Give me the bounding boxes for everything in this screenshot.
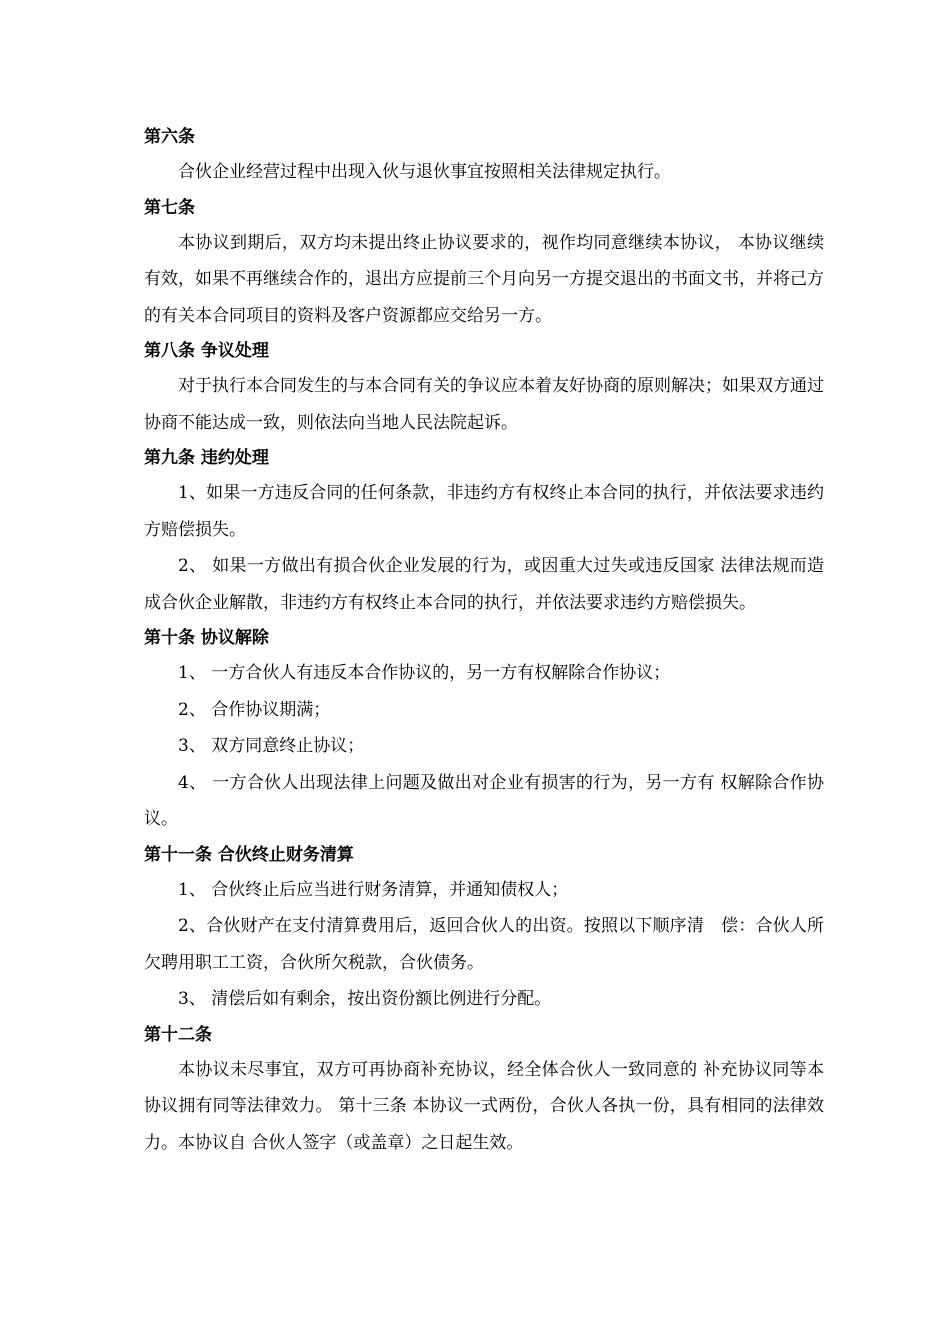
section-heading: 第十二条 bbox=[144, 1024, 212, 1045]
section-12 bbox=[144, 1018, 824, 1162]
section-heading: 第十条 协议解除 bbox=[144, 628, 269, 648]
section-paragraph: 1、 一方合伙人有违反本合作协议的，另一方有权解除合作协议； bbox=[178, 663, 671, 683]
section-paragraph: 2、 合作协议期满； bbox=[178, 699, 331, 720]
section-heading: 第七条 bbox=[144, 197, 195, 218]
section-7 bbox=[144, 191, 824, 335]
section-paragraph: 合伙企业经营过程中出现入伙与退伙事宜按照相关法律规定执行。 bbox=[178, 162, 671, 182]
section-paragraph: 3、 双方同意终止协议； bbox=[178, 736, 365, 756]
section-heading: 第十一条 合伙终止财务清算 bbox=[144, 844, 354, 865]
section-8 bbox=[144, 334, 824, 441]
section-paragraph: 本协议未尽事宜，双方可再协商补充协议，经全体合伙人一致同意的 补充协议同等本协议拥有同等法律效力。 第十三条 本协议一式两份，合伙人各执一份，具有相同的法律效力。本协议自 合伙人签字（或盖章）之日起生效。 bbox=[144, 1059, 824, 1153]
section-9 bbox=[144, 441, 824, 621]
section-heading: 第九条 违约处理 bbox=[144, 448, 269, 468]
section-paragraph: 4、 一方合伙人出现法律上问题及做出对企业有损害的行为，另一方有 权解除合作协议。 bbox=[144, 772, 824, 829]
section-paragraph: 1、 合伙终止后应当进行财务清算，并通知债权人； bbox=[178, 879, 569, 900]
section-paragraph: 1、如果一方违反合同的任何条款，非违约方有权终止本合同的执行，并依法要求违约方赔偿损失。 bbox=[144, 483, 824, 540]
section-paragraph: 2、合伙财产在支付清算费用后，返回合伙人的出资。按照以下顺序清 偿：合伙人所欠聘用职工工资，合伙所欠税款，合伙债务。 bbox=[144, 916, 824, 973]
section-heading: 第六条 bbox=[144, 127, 195, 147]
section-paragraph: 2、 如果一方做出有损合伙企业发展的行为，或因重大过失或违反国家 法律法规而造成合伙企业解散，非违约方有权终止本合同的执行，并依法要求违约方赔偿损失。 bbox=[144, 556, 824, 613]
section-10 bbox=[144, 621, 824, 838]
section-6 bbox=[144, 120, 824, 191]
document-body bbox=[144, 120, 824, 1161]
section-11 bbox=[144, 838, 824, 1018]
section-paragraph: 3、 清偿后如有剩余，按出资份额比例进行分配。 bbox=[178, 989, 552, 1009]
section-paragraph: 对于执行本合同发生的与本合同有关的争议应本着友好协商的原则解决；如果双方通过协商不能达成一致，则依法向当地人民法院起诉。 bbox=[144, 376, 824, 433]
section-heading: 第八条 争议处理 bbox=[144, 341, 269, 361]
section-paragraph: 本协议到期后，双方均未提出终止协议要求的，视作均同意继续本协议， 本协议继续有效，如果不再继续合作的，退出方应提前三个月向另一方提交退出的书面文书，并将己方的有关本合同项目的资料及客户资源都应交给另一方。 bbox=[144, 232, 824, 326]
